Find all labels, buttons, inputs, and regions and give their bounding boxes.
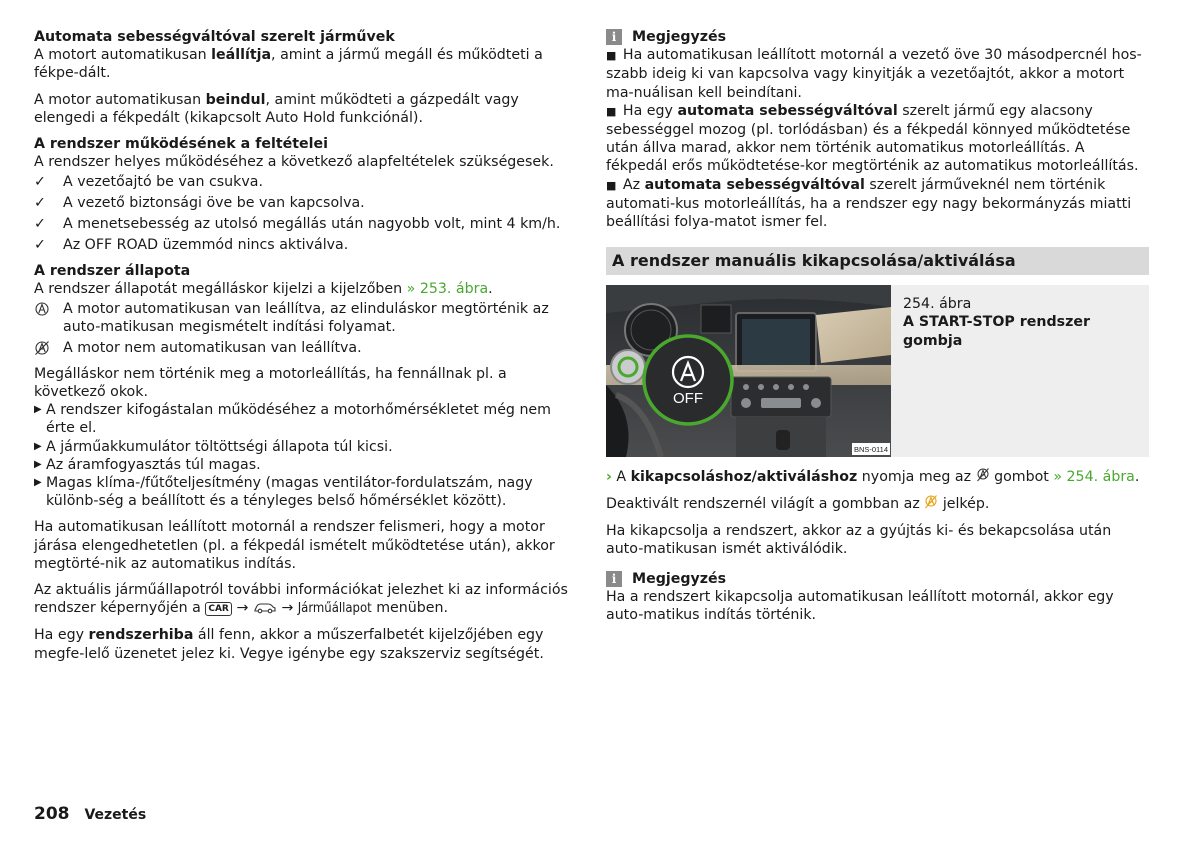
note-bullet: ■ Az automata sebességváltóval szerelt járműveknél nem történik automati-kus motorleállítás, ha a rendszer egy nagy bekormányzás miatti beállítási folya-matot ismer fel.: [606, 176, 1132, 231]
list-item: ▶ A rendszer kifogástalan működéséhez a motorhőmérsékletet még nem érte el.: [34, 402, 551, 437]
check-icon: ✓: [34, 236, 46, 253]
square-bullet-icon: ■: [606, 104, 617, 118]
reasons-list: [34, 401, 574, 510]
section-title: A rendszer manuális kikapcsolása/aktiválása: [606, 247, 1149, 275]
heading-system-status: A rendszer állapota: [34, 262, 191, 279]
paragraph-conditions-intro: A rendszer helyes működéséhez a következő alapfeltételek szükségesek.: [34, 154, 554, 171]
section-name: Vezetés: [84, 807, 147, 823]
dashboard-photo: [606, 285, 891, 457]
check-icon: ✓: [34, 215, 46, 232]
list-item: ▶ A járműakkumulátor töltöttségi állapota túl kicsi.: [34, 438, 393, 455]
triangle-bullet-icon: ▶: [34, 404, 42, 416]
note-text: Ha a rendszert kikapcsolja automatikusan leállított motornál, akkor egy auto-matikus indítás történik.: [606, 589, 1114, 624]
page-footer: [34, 805, 146, 824]
auto-start-stop-crossed-icon: [34, 340, 50, 356]
page-number: 208: [34, 804, 70, 824]
list-item: A motor automatikusan van leállítva, az elinduláskor megtörténik az auto-matikusan megismételt indítási folyamat.: [34, 300, 574, 336]
paragraph-status-intro: A rendszer állapotát megálláskor kijelzi a kijelzőben » 253. ábra.: [34, 280, 493, 297]
paragraph-deactivated: Deaktivált rendszernél világít a gombban az jelkép.: [606, 496, 990, 513]
figure-off-label: OFF: [673, 390, 703, 408]
triangle-bullet-icon: ▶: [34, 440, 42, 452]
note-bullet: ■ Ha egy automata sebességváltóval szerelt jármű egy alacsony sebességgel mozog (pl. torlódásban) és a fékpedál könnyed működtetése után állva marad, akkor nem történik automatikus motorleállítás. A fékpedál erős működtetése-kor megtörténik az automatikus motorleállítás.: [606, 102, 1139, 175]
figure-title: A START-STOP rendszer gombja: [903, 314, 1090, 349]
list-item: ▶ Magas klíma-/fűtőteljesítmény (magas ventilátor-fordulatszám, nagy különb-ség a beállított és a tényleges belső hőmérséklet között).: [34, 474, 533, 510]
auto-start-stop-crossed-icon: [976, 467, 990, 483]
square-bullet-icon: ■: [606, 49, 617, 63]
dashboard-illustration: [606, 285, 891, 457]
list-item: ✓ A menetsebesség az utolsó megállás után nagyobb volt, mint 4 km/h.: [34, 215, 561, 232]
arrow-icon: →: [236, 600, 249, 617]
heading-conditions: A rendszer működésének a feltételei: [34, 136, 329, 153]
info-icon: i: [606, 29, 622, 45]
figure-link[interactable]: » 253. ábra: [406, 280, 489, 297]
triangle-bullet-icon: ▶: [34, 476, 42, 488]
list-item: ✓ A vezető biztonsági öve be van kapcsolva.: [34, 195, 365, 212]
paragraph-reactivation: Ha kikapcsolja a rendszert, akkor az a gyújtás ki- és bekapcsolása után auto-matikusan ismét aktiválódik.: [606, 522, 1112, 557]
auto-start-stop-lamp-icon: [924, 494, 938, 510]
check-icon: ✓: [34, 195, 46, 212]
note-heading: i Megjegyzés: [606, 28, 1149, 46]
paragraph-vehicle-status-menu: Az aktuális járműállapotról további információkat jelezhet ki az információs rendszer képernyőjén a CAR → → Járműállapot menüben.: [34, 581, 568, 617]
triangle-bullet-icon: ▶: [34, 458, 42, 470]
paragraph-auto-stop: A motort automatikusan leállítja, amint a jármű megáll és működteti a fékpe-dált.: [34, 47, 543, 82]
square-bullet-icon: ■: [606, 178, 617, 192]
list-item: A motor nem automatikusan van leállítva.: [34, 339, 574, 357]
right-column: [606, 28, 1149, 633]
car-settings-icon: [253, 600, 277, 614]
figure: [606, 285, 1149, 457]
paragraph-reasons-intro: Megálláskor nem történik meg a motorleállítás, ha fennállnak pl. a következő okok.: [34, 365, 507, 400]
auto-start-stop-icon: [34, 301, 50, 317]
arrow-icon: →: [281, 600, 294, 617]
figure-number: 254. ábra: [903, 296, 972, 313]
step-marker-icon: ›: [606, 469, 612, 486]
paragraph-system-error: Ha egy rendszerhiba áll fenn, akkor a műszerfalbetét kijelzőjében egy megfe-lelő üzenetet jelez ki. Vegye igénybe egy szakszerviz segítségét.: [34, 627, 544, 662]
left-column: [34, 28, 574, 671]
check-icon: ✓: [34, 174, 46, 191]
heading-automatic-gearbox: Automata sebességváltóval szerelt járművek: [34, 29, 395, 45]
status-list: [34, 300, 574, 357]
figure-code: BNS-0114: [853, 445, 889, 455]
list-item: ▶ Az áramfogyasztás túl magas.: [34, 456, 261, 473]
figure-caption: [891, 285, 1149, 457]
list-item: ✓ A vezetőajtó be van csukva.: [34, 174, 263, 191]
paragraph-auto-restart: Ha automatikusan leállított motornál a rendszer felismeri, hogy a motor járása elengedhetetlen (pl. a fékpedál ismételt működtetése után), akkor megtörté-nik az automatikus indítás.: [34, 519, 555, 572]
figure-link[interactable]: » 254. ábra: [1053, 469, 1135, 486]
menu-item-vehicle-status: Járműállapot: [297, 601, 372, 617]
info-icon: i: [606, 571, 622, 587]
step-instruction: › A kikapcsoláshoz/aktiváláshoz nyomja meg az gombot » 254. ábra.: [606, 469, 1140, 486]
note-bullet: ■ Ha automatikusan leállított motornál a vezető öve 30 másodpercnél hos-szabb ideig ki van kapcsolva vagy kinyitják a vezetőajtót, akkor a motort ma-nuálisan kell beindítani.: [606, 47, 1142, 101]
conditions-list: [34, 173, 574, 253]
car-key-icon: CAR: [205, 602, 232, 616]
list-item: ✓ Az OFF ROAD üzemmód nincs aktiválva.: [34, 236, 349, 253]
note-heading: i Megjegyzés: [606, 570, 1149, 588]
paragraph-auto-start: A motor automatikusan beindul, amint működteti a gázpedált vagy elengedi a fékpedált (kikapcsolt Auto Hold funkciónál).: [34, 91, 519, 126]
